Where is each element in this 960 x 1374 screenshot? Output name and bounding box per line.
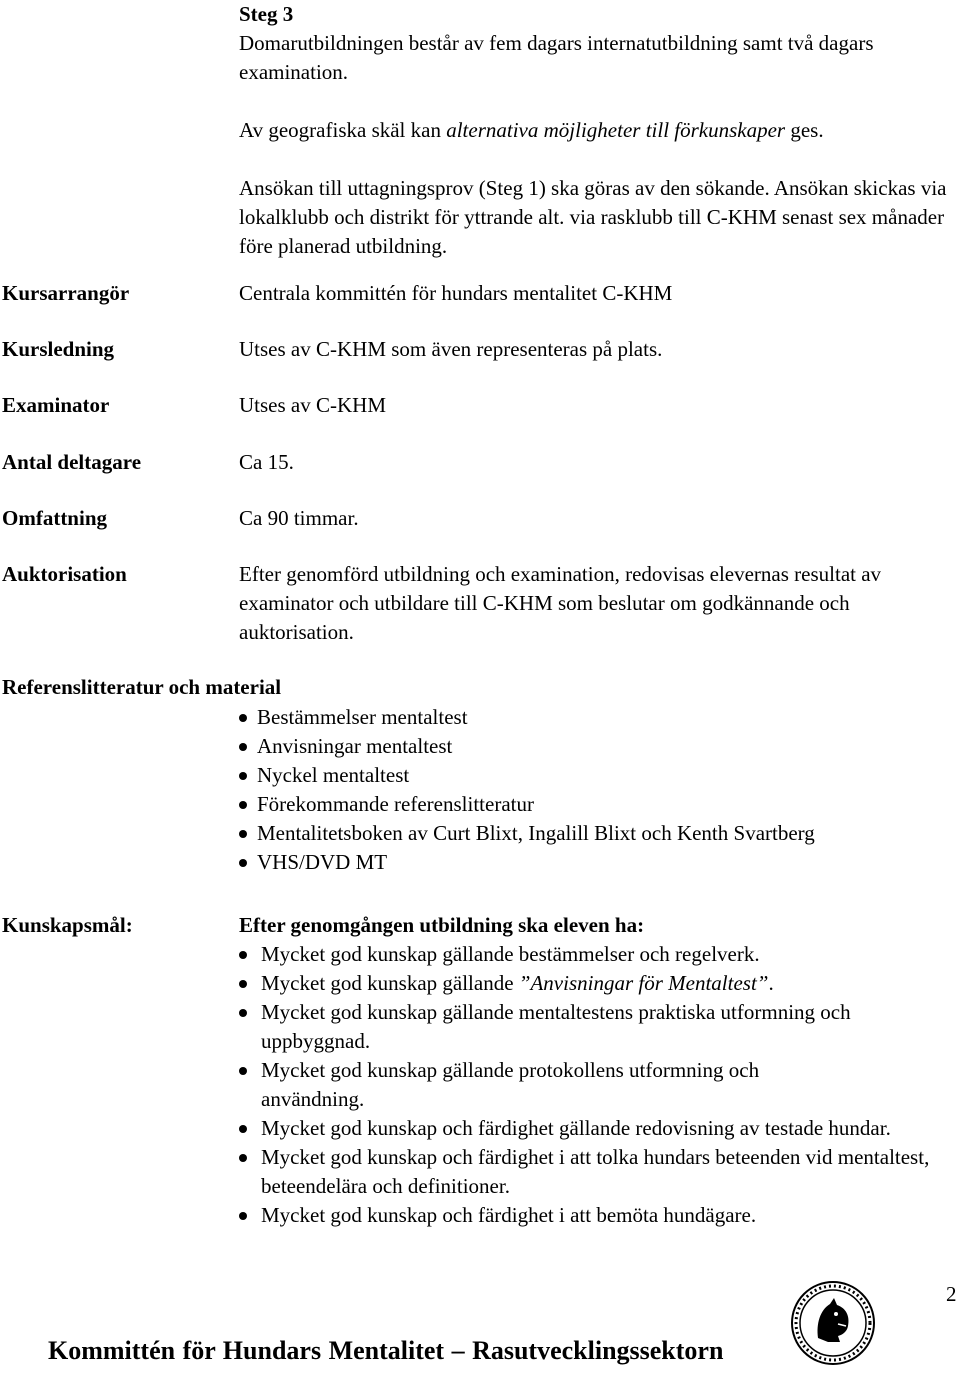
- kursledning-label: Kursledning: [2, 337, 115, 361]
- list-item: Mentalitetsboken av Curt Blixt, Ingalill Blixt och Kenth Svartberg: [239, 819, 939, 848]
- kursledning-value: Utses av C-KHM som även representeras på plats.: [239, 337, 663, 361]
- kunskapsmal-heading: Efter genomgången utbildning ska eleven ha:: [239, 913, 645, 937]
- list-item: Mycket god kunskap gällande bestämmelser och regelverk.: [239, 940, 954, 969]
- auktorisation-label: Auktorisation: [2, 562, 127, 586]
- page-number: 2: [946, 1282, 957, 1306]
- list-item: Mycket god kunskap gällande mentaltestens praktiska utformning och uppbyggnad.: [239, 998, 954, 1056]
- step3-paragraph-1: Domarutbildningen består av fem dagars internatutbildning samt två dagars examination.: [239, 31, 874, 84]
- footer-text: Kommittén för Hundars Mentalitet – Rasutvecklingssektorn: [48, 1336, 724, 1365]
- references-heading: Referenslitteratur och material: [2, 675, 282, 699]
- examinator-value: Utses av C-KHM: [239, 393, 386, 417]
- kursarrangor-label: Kursarrangör: [2, 281, 130, 305]
- list-item: VHS/DVD MT: [239, 848, 939, 877]
- examinator-label: Examinator: [2, 393, 110, 417]
- kunskapsmal-label: Kunskapsmål:: [2, 913, 133, 937]
- list-item: Bestämmelser mentaltest: [239, 703, 939, 732]
- references-list: [239, 703, 939, 877]
- antal-deltagare-value: Ca 15.: [239, 450, 294, 474]
- list-item: Förekommande referenslitteratur: [239, 790, 939, 819]
- list-item: Nyckel mentaltest: [239, 761, 939, 790]
- step3-heading: Steg 3: [239, 2, 294, 26]
- list-item: Mycket god kunskap och färdighet i att tolka hundars beteenden vid mentaltest, beteendelära och definitioner.: [239, 1143, 951, 1201]
- step3-section: [239, 0, 954, 261]
- omfattning-value: Ca 90 timmar.: [239, 506, 359, 530]
- omfattning-label: Omfattning: [2, 506, 107, 530]
- list-item: Mycket god kunskap och färdighet gällande redovisning av testade hundar.: [239, 1114, 931, 1143]
- list-item: Anvisningar mentaltest: [239, 732, 939, 761]
- step3-paragraph-2: Av geografiska skäl kan alternativa möjligheter till förkunskaper ges.: [239, 118, 824, 142]
- auktorisation-value: Efter genomförd utbildning och examination, redovisas elevernas resultat av examinator och utbildare till C-KHM som beslutar om godkännande och auktorisation.: [239, 562, 882, 644]
- list-item: Mycket god kunskap och färdighet i att bemöta hundägare.: [239, 1201, 954, 1230]
- antal-deltagare-label: Antal deltagare: [2, 450, 142, 474]
- kursarrangor-value: Centrala kommittén för hundars mentalitet C-KHM: [239, 281, 673, 305]
- kunskapsmal-list: [239, 940, 954, 1230]
- step3-paragraph-3: Ansökan till uttagningsprov (Steg 1) ska göras av den sökande. Ansökan skickas via lokalklubb och distrikt för yttrande alt. via rasklubb till C-KHM senast sex månader före planerad utbildning.: [239, 176, 947, 258]
- list-item: Mycket god kunskap gällande ”Anvisningar för Mentaltest”.: [239, 969, 954, 998]
- list-item: Mycket god kunskap gällande protokollens utformning och användning.: [239, 1056, 831, 1114]
- dog-seal-icon: [790, 1280, 876, 1366]
